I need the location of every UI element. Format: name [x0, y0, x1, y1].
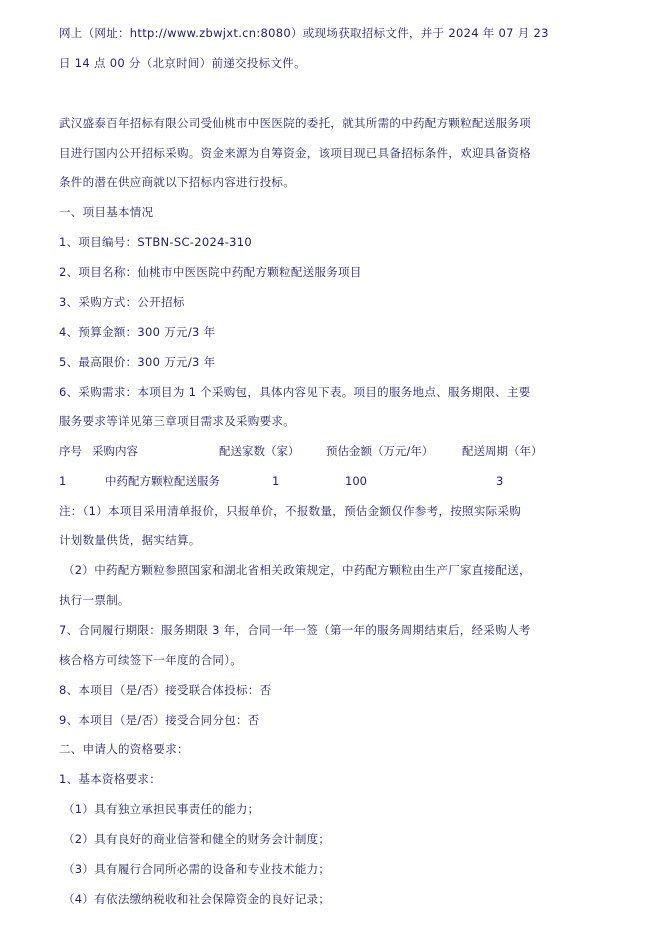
section-heading: 一、项目基本情况 [59, 205, 154, 219]
section-heading: 二、申请人的资格要求： [59, 742, 189, 756]
requirement-item: （4）有依法缴纳税收和社会保障资金的良好记录； [63, 892, 331, 906]
list-item: 9、本项目（是/否）接受合同分包：否 [59, 713, 260, 727]
list-item: 2、项目名称：仙桃市中医医院中药配方颗粒配送服务项目 [59, 265, 362, 279]
table-cell: 1 [272, 474, 280, 488]
note-line: 执行一票制。 [59, 593, 130, 607]
intro-line: 日 14 点 00 分（北京时间）前递交投标文件。 [59, 56, 306, 70]
paragraph-line: 武汉盛泰百年招标有限公司受仙桃市中医医院的委托，就其所需的中药配方颗粒配送服务项 [59, 116, 531, 130]
paragraph-line: 目进行国内公开招标采购。资金来源为自筹资金，该项目现已具备招标条件，欢迎具备资格 [59, 146, 531, 160]
list-item: 服务要求等详见第三章项目需求及采购要求。 [59, 414, 295, 428]
table-cell: 100 [345, 474, 367, 488]
list-item: 核合格方可续签下一年度的合同）。 [59, 653, 243, 667]
requirement-item: （2）具有良好的商业信誉和健全的财务会计制度； [63, 832, 331, 846]
note-line: （2）中药配方颗粒参照国家和湖北省相关政策规定，中药配方颗粒由生产厂家直接配送， [63, 563, 531, 577]
list-item: 4、预算金额：300 万元/3 年 [59, 325, 216, 339]
table-cell: 3 [496, 474, 504, 488]
table-header-cell: 预估金额（万元/年） [326, 444, 434, 458]
intro-line: 网上（网址：http://www.zbwjxt.cn:8080）或现场获取招标文件，并于 2024 年 07 月 23 [59, 26, 549, 40]
list-item: 6、采购需求：本项目为 1 个采购包，具体内容见下表。项目的服务地点、服务期限、主要 [59, 385, 531, 399]
list-item: 3、采购方式：公开招标 [59, 295, 185, 309]
list-item: 5、最高限价：300 万元/3 年 [59, 355, 216, 369]
subsection-heading: 1、基本资格要求： [59, 772, 162, 786]
table-header-cell: 配送家数（家） [219, 444, 300, 458]
note-line: 注：（1）本项目采用清单报价，只报单价，不报数量，预估金额仅作参考，按照实际采购 [59, 504, 522, 518]
table-header-cell: 配送周期（年） [462, 444, 543, 458]
table-cell: 中药配方颗粒配送服务 [105, 474, 220, 488]
table-cell: 1 [59, 474, 67, 488]
list-item: 8、本项目（是/否）接受联合体投标：否 [59, 683, 272, 697]
paragraph-line: 条件的潜在供应商就以下招标内容进行投标。 [59, 175, 295, 189]
table-header-cell: 采购内容 [92, 444, 138, 458]
table-header-cell: 序号 [59, 444, 82, 458]
requirement-item: （1）具有独立承担民事责任的能力； [63, 802, 260, 816]
list-item: 7、合同履行期限：服务期限 3 年，合同一年一签（第一年的服务周期结束后，经采购人考 [59, 623, 531, 637]
requirement-item: （3）具有履行合同所必需的设备和专业技术能力； [63, 862, 331, 876]
note-line: 计划数量供货，据实结算。 [59, 533, 201, 547]
list-item: 1、项目编号：STBN-SC-2024-310 [59, 235, 253, 249]
